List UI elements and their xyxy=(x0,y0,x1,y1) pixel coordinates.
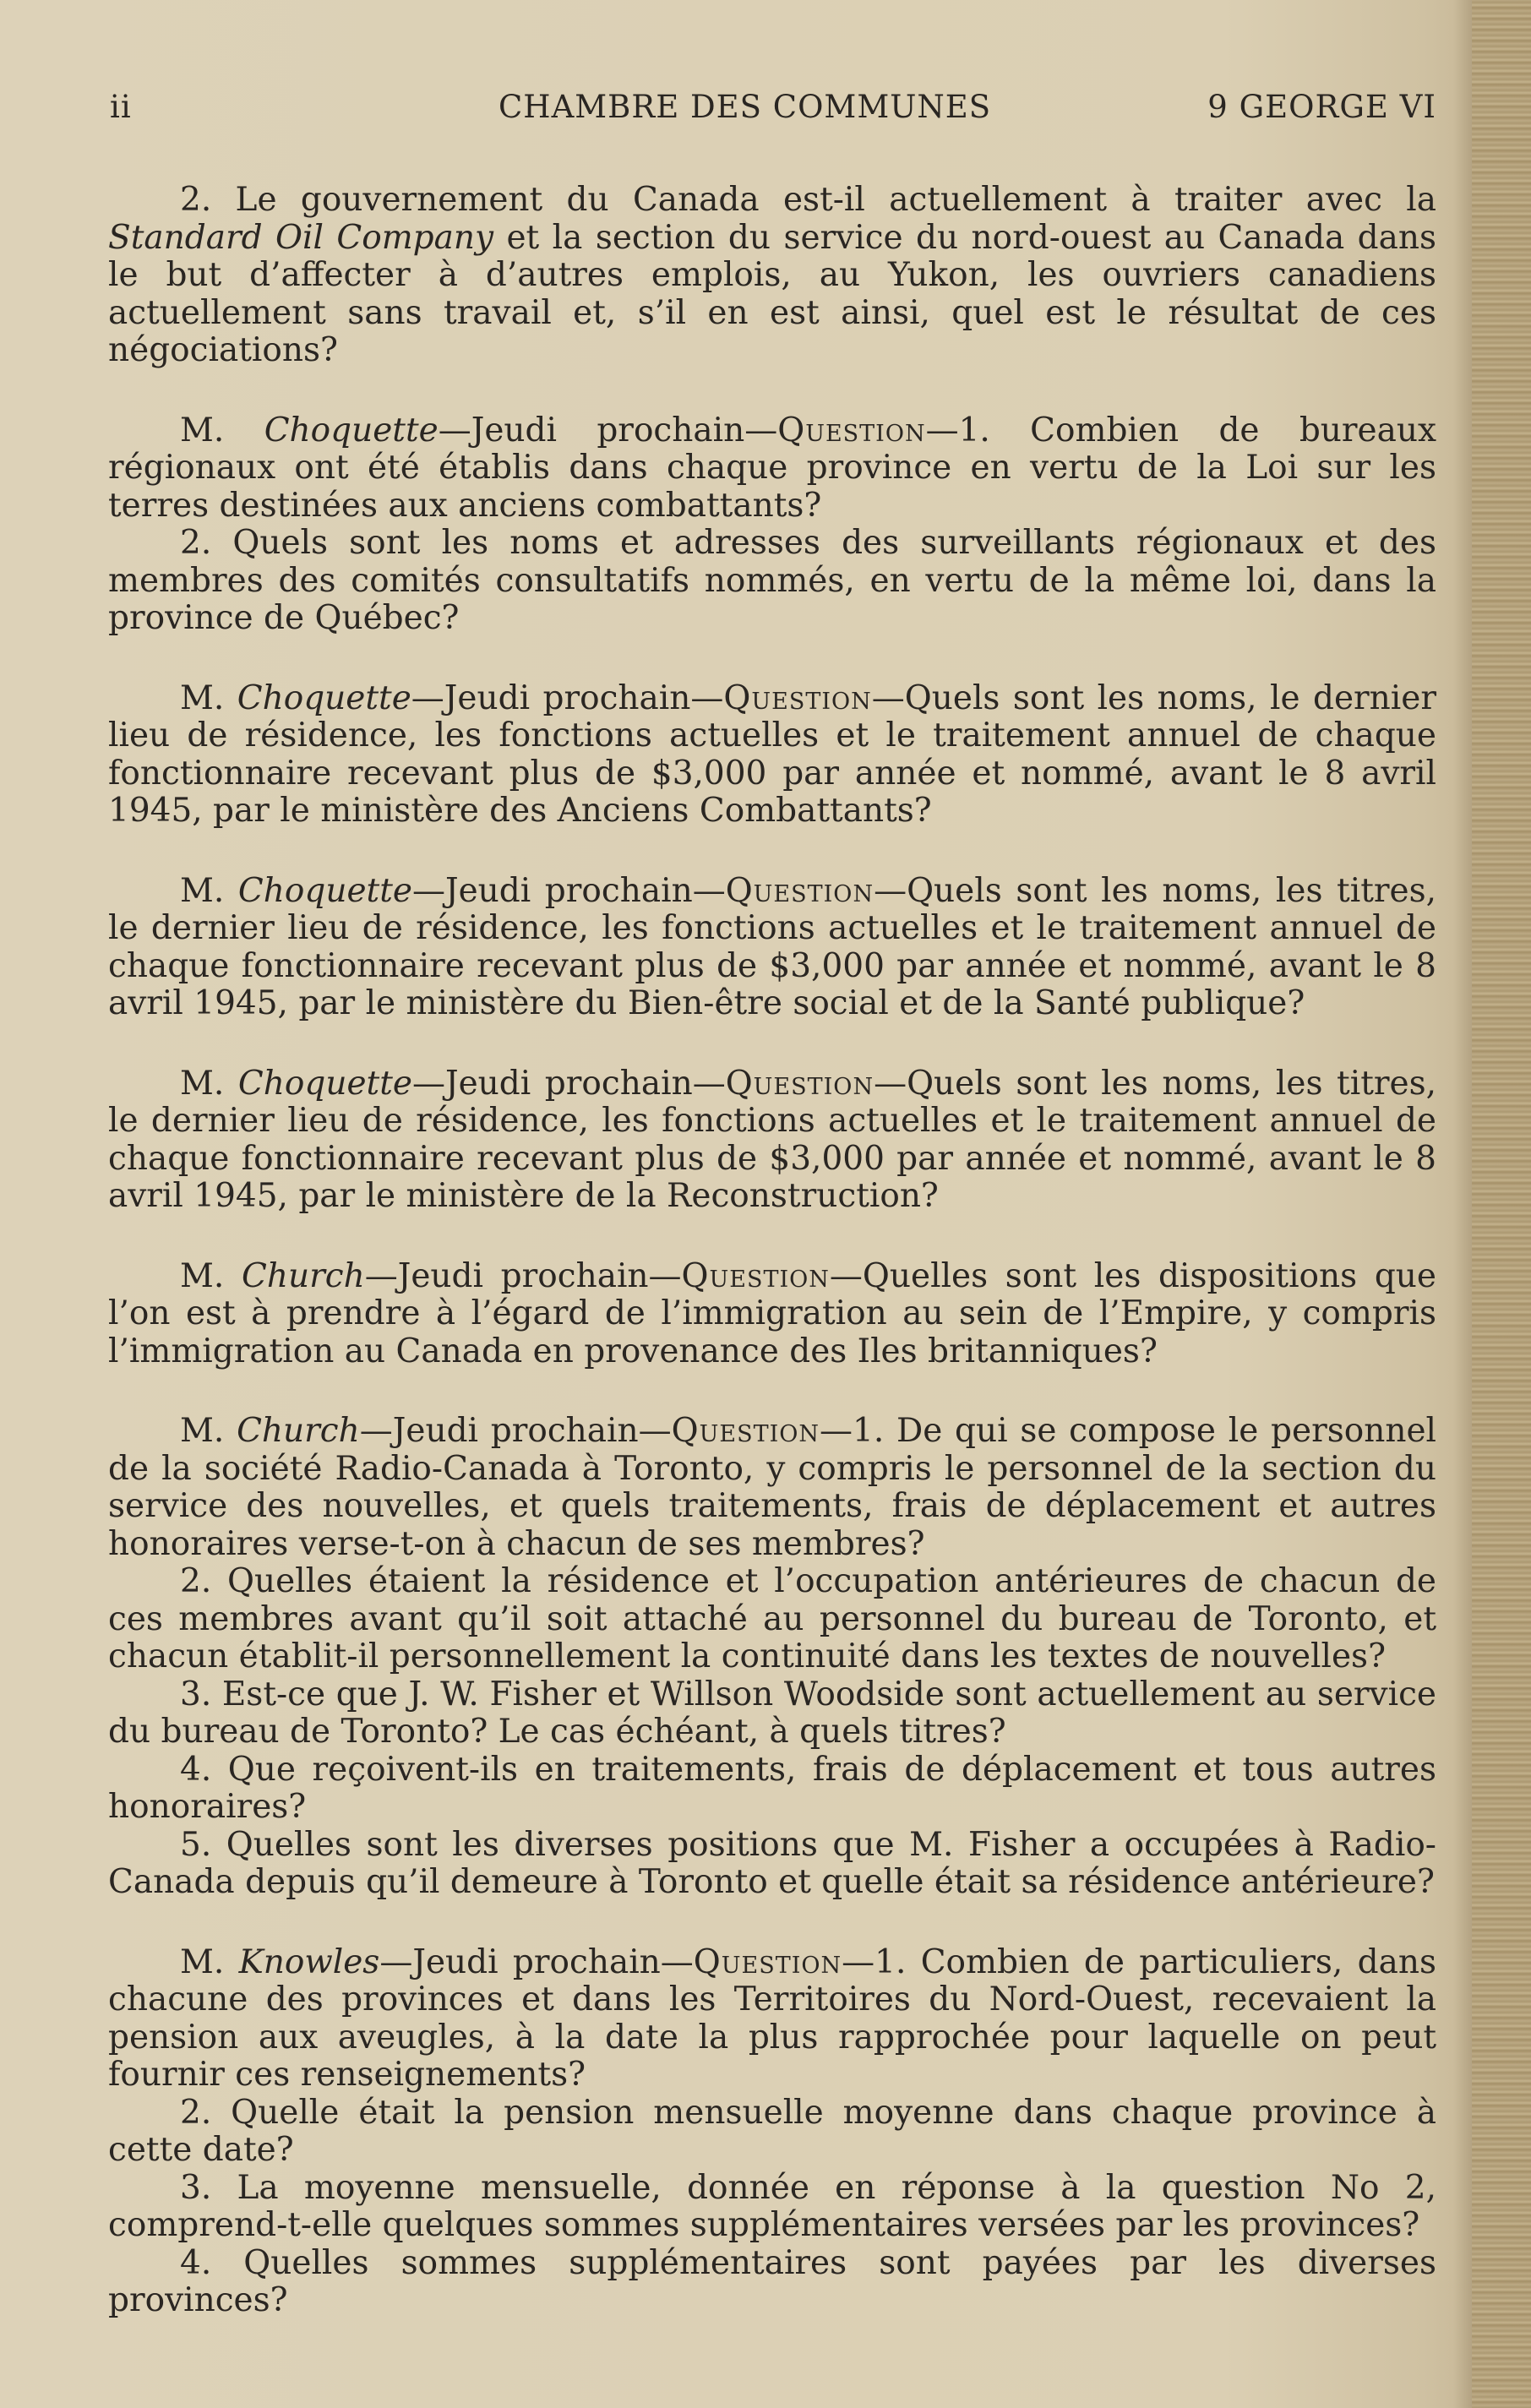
question-paragraph: M. Knowles—Jeudi prochain—Question—1. Combien de particuliers, dans chacune des provinces et dans les Territoires du Nord-Ouest, recevaient la pension aux aveugles, à la date la plus rapprochée pour laquelle on peut fournir ces renseignements? xyxy=(108,1942,1436,2094)
question-paragraph: M. Church—Jeudi prochain—Question—Quelles sont les dispositions que l’on est à prendre à l’égard de l’immigration au sein de l’Empire, y compris l’immigration au Canada en provenance des Iles britanniques? xyxy=(108,1256,1436,1370)
question-entry xyxy=(108,873,1436,1023)
question-paragraph: M. Church—Jeudi prochain—Question—1. De qui se compose le personnel de la société Radio-Canada à Toronto, y compris le personnel de la section du service des nouvelles, et quels traitements, frais de déplacement et autres honoraires verse-t-on à chacun de ses membres? xyxy=(108,1412,1436,1563)
question-paragraph: 4. Que reçoivent-ils en traitements, frais de déplacement et tous autres honoraires? xyxy=(108,1750,1436,1826)
question-paragraph: M. Choquette—Jeudi prochain—Question—Quels sont les noms, les titres, le dernier lieu de résidence, les fonctions actuelles et le traitement annuel de chaque fonctionnaire recevant plus de $3,000 par année et nommé, avant le 8 avril 1945, par le ministère du Bien-être social et de la Santé publique? xyxy=(108,871,1436,1022)
question-paragraph: 2. Quelles étaient la résidence et l’occupation antérieures de chacun de ces membres avant qu’il soit attaché au personnel du bureau de Toronto, et chacun établit-il personnellement la continuité dans les textes de nouvelles? xyxy=(108,1562,1436,1675)
journal-title: CHAMBRE DES COMMUNES xyxy=(499,89,992,125)
question-entry xyxy=(108,1258,1436,1371)
question-label: Question xyxy=(725,1064,874,1103)
gutter-shadow xyxy=(1453,0,1472,2408)
question-label: Question xyxy=(671,1412,820,1450)
member-name: Choquette xyxy=(237,871,412,910)
regnal-year: 9 GEORGE VI xyxy=(1207,89,1436,125)
question-paragraph: M. Choquette—Jeudi prochain—Question—1. Combien de bureaux régionaux ont été établis dans chaque province en vertu de la Loi sur les terres destinées aux anciens combattants? xyxy=(108,411,1437,525)
company-name: Standard Oil Company xyxy=(108,218,494,257)
question-entry xyxy=(108,1065,1436,1216)
question-label: Question xyxy=(681,1256,830,1295)
question-entry xyxy=(108,182,1436,370)
question-entry xyxy=(108,680,1436,831)
member-name: Choquette xyxy=(264,411,439,449)
question-paragraph: 2. Quelle était la pension mensuelle moyenne dans chaque province à cette date? xyxy=(108,2093,1436,2169)
member-name: Church xyxy=(237,1412,360,1450)
question-paragraph: 5. Quelles sont les diverses positions que M. Fisher a occupées à Radio-Canada depuis qu’il demeure à Toronto et quelle était sa résidence antérieure? xyxy=(108,1825,1436,1901)
question-label: Question xyxy=(725,871,874,910)
question-entry xyxy=(108,1944,1436,2320)
member-name: Choquette xyxy=(237,1064,412,1103)
question-label: Question xyxy=(693,1942,842,1981)
page-edge-shadow xyxy=(1472,0,1531,2408)
question-paragraph: 4. Quelles sommes supplémentaires sont payées par les diverses provinces? xyxy=(108,2243,1436,2319)
running-header xyxy=(110,89,1436,131)
page-number: ii xyxy=(110,89,132,125)
question-paragraph: M. Choquette—Jeudi prochain—Question—Quels sont les noms, les titres, le dernier lieu de résidence, les fonctions actuelles et le traitement annuel de chaque fonctionnaire recevant plus de $3,000 par année et nommé, avant le 8 avril 1945, par le ministère de la Reconstruction? xyxy=(108,1064,1436,1215)
question-paragraph: 3. La moyenne mensuelle, donnée en réponse à la question No 2, comprend-t-elle quelques sommes supplémentaires versées par les provinces? xyxy=(108,2168,1436,2244)
question-paragraph: 2. Le gouvernement du Canada est-il actuellement à traiter avec la Standard Oil Company et la section du service du nord-ouest au Canada dans le but d’affecter à d’autres emplois, au Yukon, les ouvriers canadiens actuellement sans travail et, s’il en est ainsi, quel est le résultat de ces négociations? xyxy=(108,181,1436,369)
question-paragraph: M. Choquette—Jeudi prochain—Question—Quels sont les noms, le dernier lieu de résidence, les fonctions actuelles et le traitement annuel de chaque fonctionnaire recevant plus de $3,000 par année et nommé, avant le 8 avril 1945, par le ministère des Anciens Combattants? xyxy=(108,678,1437,830)
question-entry xyxy=(108,412,1436,638)
question-list xyxy=(108,182,1436,2362)
question-label: Question xyxy=(723,678,872,717)
member-name: Church xyxy=(242,1256,365,1295)
member-name: Choquette xyxy=(237,678,411,717)
question-paragraph: 2. Quels sont les noms et adresses des surveillants régionaux et des membres des comités consultatifs nommés, en vertu de la même loi, dans la province de Québec? xyxy=(108,524,1436,637)
question-label: Question xyxy=(777,411,926,449)
question-paragraph: 3. Est-ce que J. W. Fisher et Willson Woodside sont actuellement au service du bureau de Toronto? Le cas échéant, à quels titres? xyxy=(108,1675,1436,1751)
member-name: Knowles xyxy=(238,1942,380,1981)
question-entry xyxy=(108,1413,1436,1902)
